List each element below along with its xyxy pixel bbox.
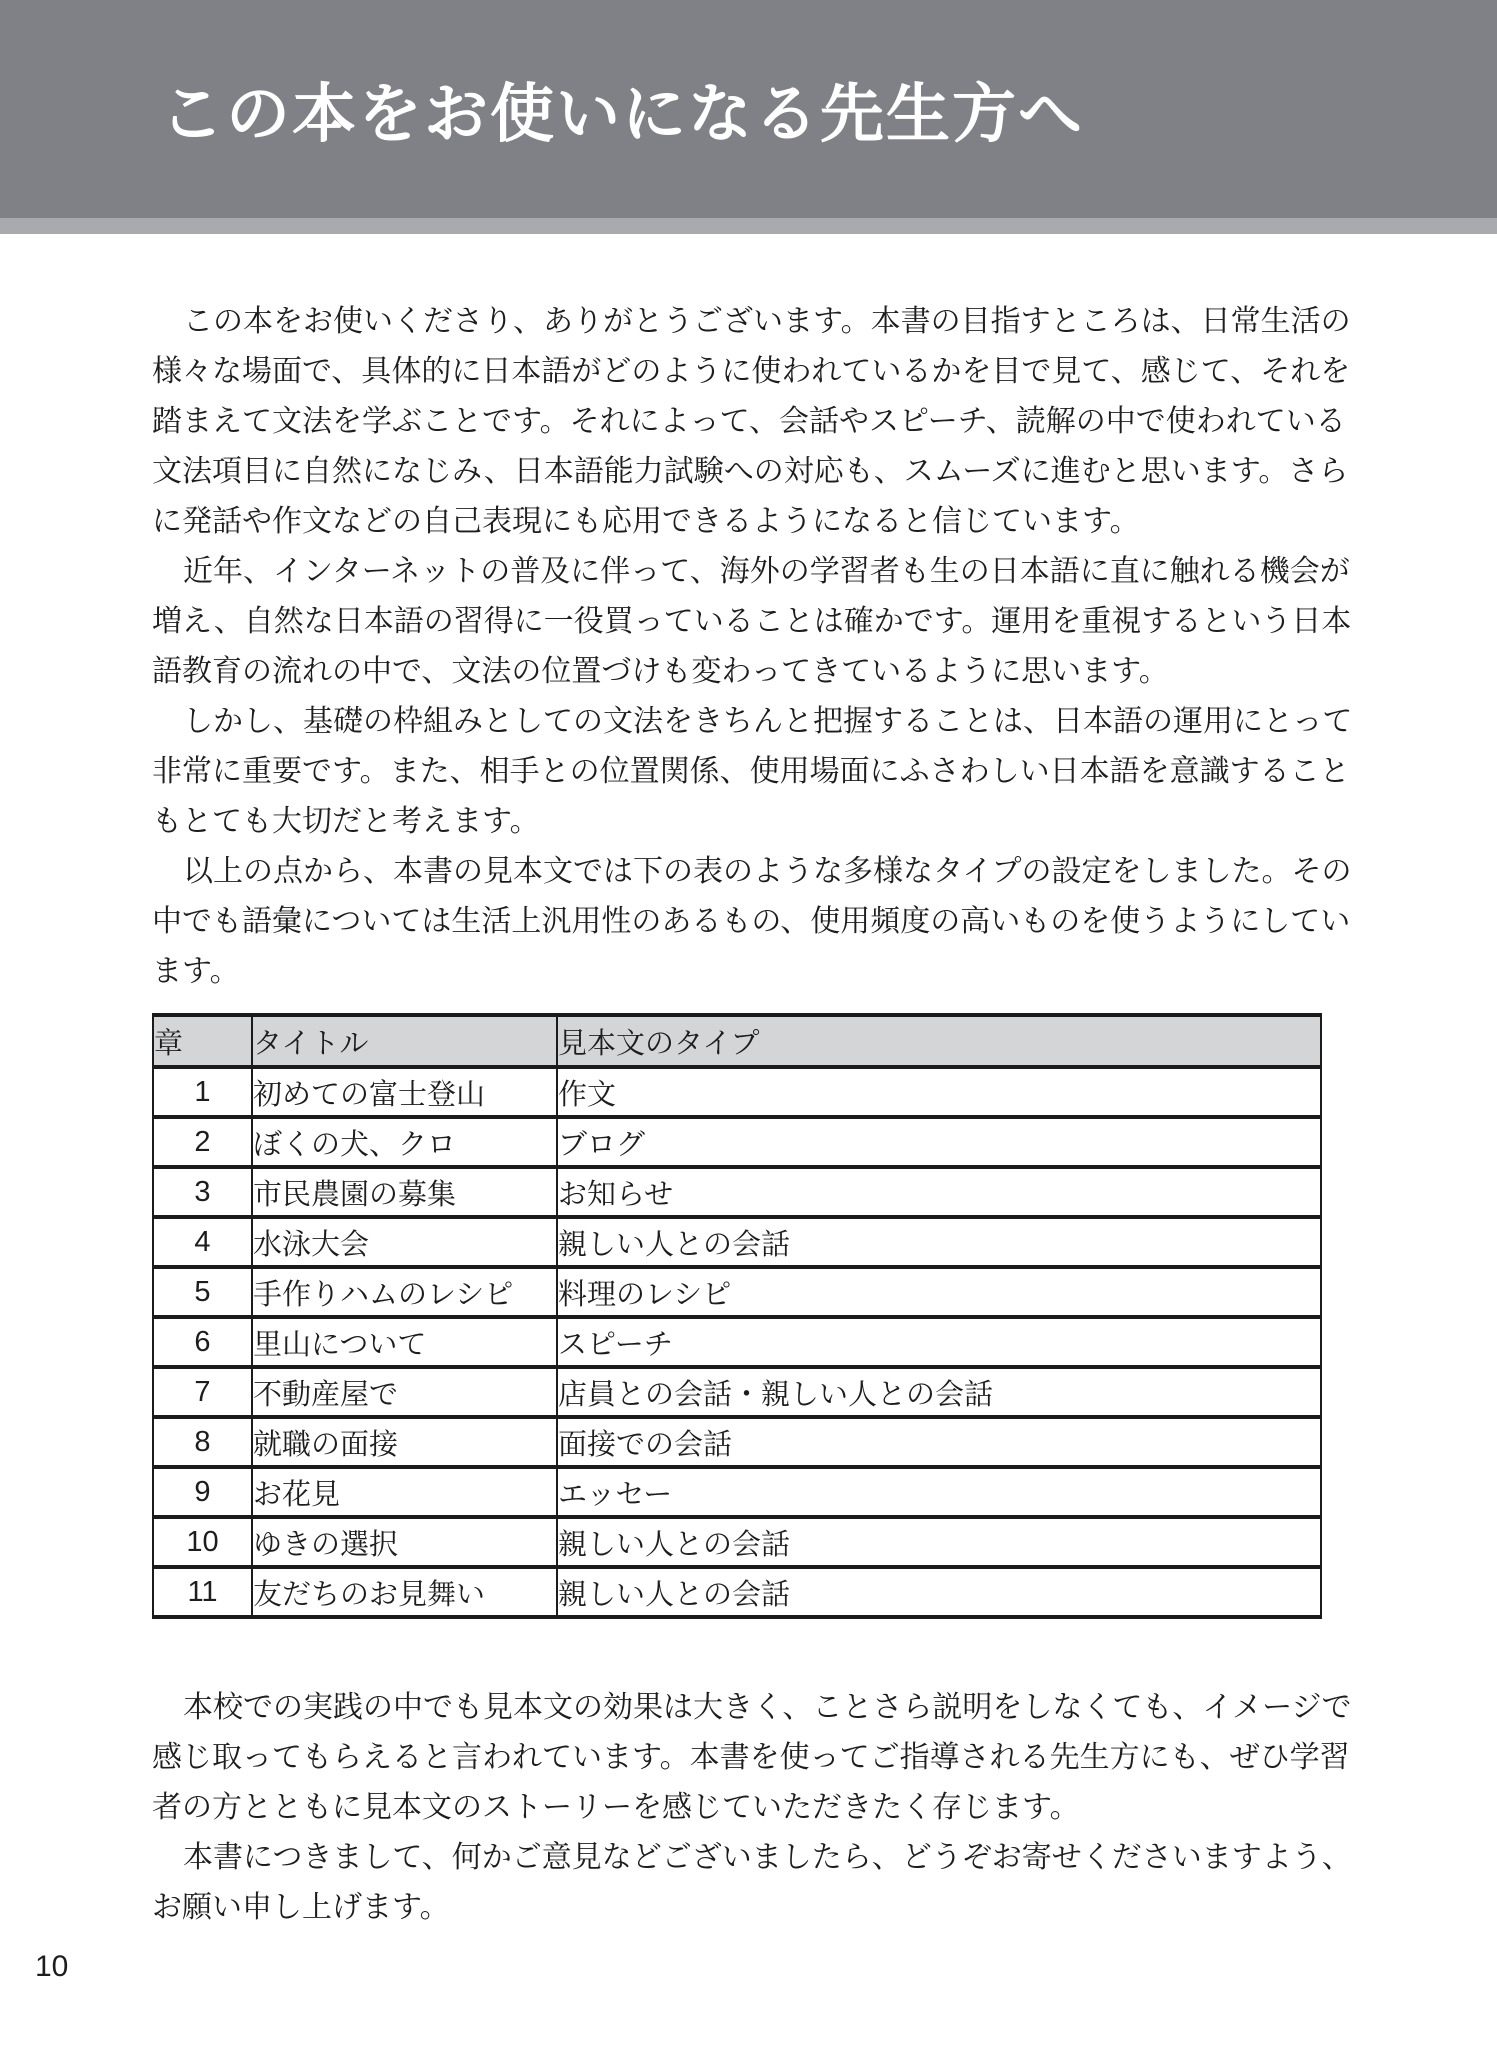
table-row bbox=[153, 1217, 1321, 1267]
paragraph-line: 語教育の流れの中で、文法の位置づけも変わってきているように思います。 bbox=[152, 655, 1169, 688]
page-header-banner bbox=[0, 0, 1497, 218]
chapter-cell: 11 bbox=[153, 1567, 252, 1617]
paragraph-line: 様々な場面で、具体的に日本語がどのように使われているかを目で見て、感じて、それを bbox=[152, 355, 1351, 388]
paragraph-line: お願い申し上げます。 bbox=[152, 1891, 450, 1924]
type-cell: ブログ bbox=[557, 1117, 1321, 1167]
table-row bbox=[153, 1517, 1321, 1567]
intro-paragraph-4 bbox=[152, 847, 1352, 997]
chapter-cell: 2 bbox=[153, 1117, 252, 1167]
title-cell: 里山について bbox=[252, 1317, 557, 1367]
type-cell: 料理のレシピ bbox=[557, 1267, 1321, 1317]
page-body bbox=[152, 297, 1353, 1933]
paragraph-line: に発話や作文などの自己表現にも応用できるようになると信じています。 bbox=[152, 505, 1140, 538]
paragraph-line: 文法項目に自然になじみ、日本語能力試験への対応も、スムーズに進むと思います。さら bbox=[152, 455, 1349, 488]
paragraph-line: 感じ取ってもらえると言われています。本書を使ってご指導される先生方にも、ぜひ学習 bbox=[152, 1741, 1350, 1774]
title-cell: ゆきの選択 bbox=[252, 1517, 557, 1567]
paragraph-line: 非常に重要です。また、相手との位置関係、使用場面にふさわしい日本語を意識すること bbox=[152, 755, 1350, 788]
table-row bbox=[153, 1117, 1321, 1167]
chapter-cell: 8 bbox=[153, 1417, 252, 1467]
chapter-cell: 1 bbox=[153, 1067, 252, 1117]
chapter-cell: 10 bbox=[153, 1517, 252, 1567]
table-row bbox=[153, 1067, 1321, 1117]
title-cell: 水泳大会 bbox=[252, 1217, 557, 1267]
title-cell: 初めての富士登山 bbox=[252, 1067, 557, 1117]
type-cell: お知らせ bbox=[557, 1167, 1321, 1217]
intro-paragraph-1 bbox=[152, 297, 1351, 547]
type-cell: 親しい人との会話 bbox=[557, 1567, 1321, 1617]
chapter-cell: 9 bbox=[153, 1467, 252, 1517]
chapter-cell: 6 bbox=[153, 1317, 252, 1367]
paragraph-line: 本校での実践の中でも見本文の効果は大きく、ことさら説明をしなくても、イメージで bbox=[183, 1691, 1352, 1724]
paragraph-line: この本をお使いくださり、ありがとうございます。本書の目指すところは、日常生活の bbox=[183, 305, 1351, 338]
paragraph-line: 以上の点から、本書の見本文では下の表のような多様なタイプの設定をしました。その bbox=[183, 855, 1352, 888]
type-cell: スピーチ bbox=[557, 1317, 1321, 1367]
table-row bbox=[153, 1267, 1321, 1317]
title-cell: ぼくの犬、クロ bbox=[252, 1117, 557, 1167]
paragraph-line: しかし、基礎の枠組みとしての文法をきちんと把握することは、日本語の運用にとって bbox=[183, 705, 1353, 738]
paragraph-line: 者の方とともに見本文のストーリーを感じていただきたく存じます。 bbox=[152, 1791, 1080, 1824]
intro-paragraph-3 bbox=[152, 697, 1353, 847]
type-cell: 作文 bbox=[557, 1067, 1321, 1117]
intro-paragraph-2 bbox=[152, 547, 1352, 697]
table-row bbox=[153, 1417, 1321, 1467]
title-cell: 市民農園の募集 bbox=[252, 1167, 557, 1217]
table-row bbox=[153, 1467, 1321, 1517]
closing-paragraph-2 bbox=[152, 1833, 1352, 1933]
table-header-chapter: 章 bbox=[153, 1015, 252, 1067]
paragraph-line: 踏まえて文法を学ぶことです。それによって、会話やスピーチ、読解の中で使われている bbox=[152, 405, 1346, 438]
type-cell: 親しい人との会話 bbox=[557, 1217, 1321, 1267]
paragraph-line: 近年、インターネットの普及に伴って、海外の学習者も生の日本語に直に触れる機会が bbox=[183, 555, 1350, 588]
chapter-cell: 3 bbox=[153, 1167, 252, 1217]
type-cell: 店員との会話・親しい人との会話 bbox=[557, 1367, 1321, 1417]
title-cell: 不動産屋で bbox=[252, 1367, 557, 1417]
table-row bbox=[153, 1317, 1321, 1367]
chapters-table bbox=[152, 1013, 1322, 1619]
title-cell: 手作りハムのレシピ bbox=[252, 1267, 557, 1317]
title-cell: 就職の面接 bbox=[252, 1417, 557, 1467]
paragraph-line: ます。 bbox=[152, 955, 240, 988]
table-header-type: 見本文のタイプ bbox=[557, 1015, 1321, 1067]
chapter-cell: 4 bbox=[153, 1217, 252, 1267]
table-row bbox=[153, 1167, 1321, 1217]
table-row bbox=[153, 1567, 1321, 1617]
paragraph-line: 中でも語彙については生活上汎用性のあるもの、使用頻度の高いものを使うようにしてい bbox=[152, 905, 1351, 938]
type-cell: 面接での会話 bbox=[557, 1417, 1321, 1467]
paragraph-line: もとても大切だと考えます。 bbox=[152, 805, 540, 838]
table-header-row bbox=[153, 1015, 1321, 1067]
page-number: 10 bbox=[35, 1950, 69, 1983]
type-cell: エッセー bbox=[557, 1467, 1321, 1517]
type-cell: 親しい人との会話 bbox=[557, 1517, 1321, 1567]
table-row bbox=[153, 1367, 1321, 1417]
title-cell: 友だちのお見舞い bbox=[252, 1567, 557, 1617]
paragraph-line: 本書につきまして、何かご意見などございましたら、どうぞお寄せくださいますよう、 bbox=[183, 1841, 1352, 1874]
title-cell: お花見 bbox=[252, 1467, 557, 1517]
page-title: この本をお使いになる先生方へ bbox=[160, 78, 1084, 150]
paragraph-line: 増え、自然な日本語の習得に一役買っていることは確かです。運用を重視するという日本 bbox=[152, 605, 1352, 638]
chapter-cell: 7 bbox=[153, 1367, 252, 1417]
chapter-cell: 5 bbox=[153, 1267, 252, 1317]
closing-paragraph-1 bbox=[152, 1683, 1352, 1833]
table-header-title: タイトル bbox=[252, 1015, 557, 1067]
banner-accent-strip bbox=[0, 218, 1497, 234]
